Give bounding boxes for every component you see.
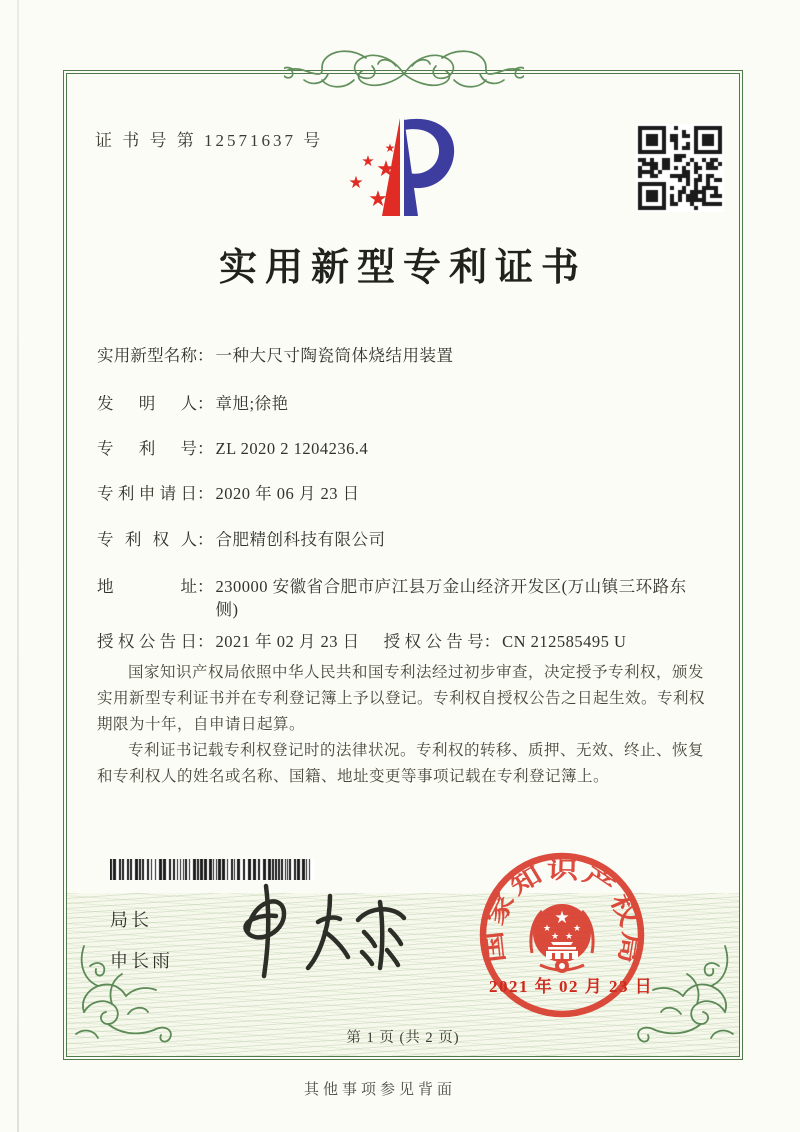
field-row-patentee — [97, 528, 717, 551]
field-colon: ： — [197, 577, 214, 596]
field-value: 2020 年 06 月 23 日 — [215, 484, 360, 503]
officer-title: 局长 — [110, 910, 152, 930]
svg-text:★: ★ — [542, 924, 552, 934]
field-colon: ： — [197, 439, 214, 458]
legal-paragraph-2: 专利证书记载专利权登记时的法律状况。专利权的转移、质押、无效、终止、恢复和专利权人的姓名或名称、国籍、地址变更等事项记载在专利登记簿上。 — [97, 742, 705, 785]
field-value: 合肥精创科技有限公司 — [215, 530, 386, 549]
field-colon: ： — [197, 394, 214, 413]
field-row-grant — [97, 630, 717, 653]
svg-text:★: ★ — [384, 141, 396, 155]
cnipa-logo-icon — [338, 110, 466, 224]
border-top-ornament-icon — [284, 44, 524, 96]
scan-edge-shadow — [17, 0, 19, 1132]
seal-ring-text: 国家知识产权局 — [481, 857, 644, 964]
national-emblem-icon — [531, 904, 593, 973]
svg-text:★: ★ — [550, 932, 560, 942]
certificate-title: 实用新型专利证书 — [218, 247, 587, 289]
officer-block — [110, 906, 173, 988]
svg-text:★: ★ — [348, 173, 364, 193]
field-label: 发明人 — [97, 394, 197, 413]
page-indicator: 第 1 页 (共 2 页) — [346, 1030, 460, 1046]
field-colon: ： — [197, 484, 214, 503]
field-colon: ： — [197, 632, 214, 651]
svg-text:★: ★ — [376, 157, 396, 182]
qr-code-icon — [636, 124, 724, 212]
field-row-filing-date — [97, 482, 717, 505]
field-label: 实用新型名称 — [97, 346, 197, 365]
field-label: 授权公告日 — [97, 632, 197, 651]
field-row-utility-name — [97, 344, 717, 367]
svg-text:★: ★ — [368, 187, 388, 212]
certificate-number: 证 书 号 第 12571637 号 — [95, 131, 324, 150]
officer-name: 申长雨 — [110, 951, 173, 971]
director-signature-icon — [222, 878, 417, 986]
field-value: CN 212585495 U — [502, 632, 627, 651]
field-row-patent-number — [97, 437, 717, 460]
field-row-address — [97, 575, 717, 622]
field-value: ZL 2020 2 1204236.4 — [215, 439, 369, 458]
official-seal-icon — [472, 845, 652, 1025]
field-colon: ： — [197, 346, 214, 365]
field-value: 2021 年 02 月 23 日 — [215, 632, 360, 651]
field-value: 230000 安徽省合肥市庐江县万金山经济开发区(万山镇三环路东侧) — [215, 577, 687, 620]
barcode-icon — [110, 859, 315, 880]
field-label: 专利申请日 — [97, 484, 197, 503]
svg-text:★: ★ — [361, 152, 375, 170]
field-value: 章旭;徐艳 — [215, 394, 289, 413]
legal-paragraph-1: 国家知识产权局依照中华人民共和国专利法经过初步审查，决定授予专利权，颁发实用新型专利证书并在专利登记簿上予以登记。专利权自授权公告之日起生效。专利权期限为十年，自申请日起算。 — [97, 664, 706, 733]
field-label: 地址 — [97, 577, 197, 596]
back-note: 其他事项参见背面 — [303, 1082, 456, 1098]
seal-date: 2021 年 02 月 23 日 — [489, 977, 654, 996]
field-row-inventor — [97, 392, 717, 415]
field-label: 专利权人 — [97, 530, 197, 549]
svg-text:★: ★ — [572, 924, 582, 934]
field-colon: ： — [483, 632, 501, 651]
field-label: 授权公告号 — [383, 632, 484, 651]
field-colon: ： — [197, 530, 214, 549]
svg-text:★: ★ — [554, 908, 570, 928]
field-value: 一种大尺寸陶瓷筒体烧结用装置 — [215, 346, 454, 365]
svg-text:★: ★ — [564, 932, 574, 942]
field-label: 专利号 — [97, 439, 197, 458]
legal-text — [97, 660, 717, 790]
